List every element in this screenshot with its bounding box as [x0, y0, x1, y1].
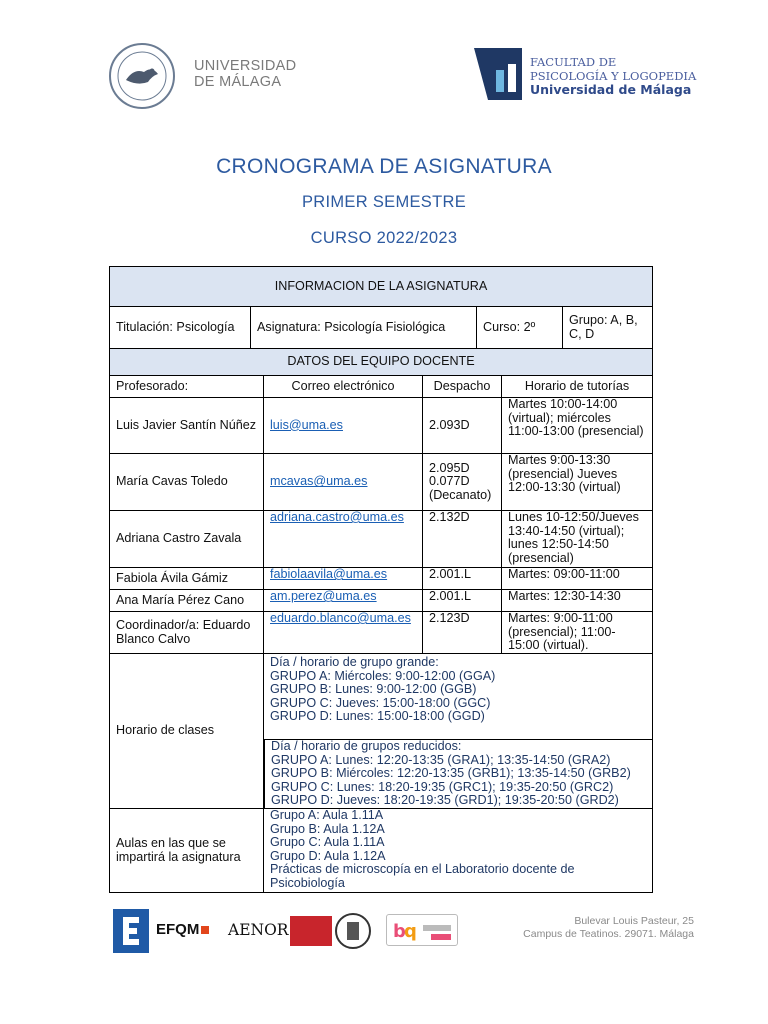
schedule-line: GRUPO B: Lunes: 9:00-12:00 (GGB): [270, 682, 477, 696]
col-office: Despacho: [422, 376, 501, 397]
email-link[interactable]: adriana.castro@uma.es: [270, 511, 404, 524]
certification-seal-icon: [334, 912, 372, 950]
room-line: Grupo B: Aula 1.12A: [270, 821, 385, 836]
email-link[interactable]: mcavas@uma.es: [270, 474, 368, 489]
info-section-title: INFORMACIÓN DE LA ASIGNATURA: [274, 279, 488, 293]
schedule-label: Horario de clases: [116, 723, 214, 738]
address-block: [500, 915, 694, 941]
efqm-logo: EFQM: [156, 921, 209, 938]
office-cell: 2.093D: [422, 398, 501, 453]
schedule-line: GRUPO D: Lunes: 15:00-18:00 (GGD): [270, 709, 485, 723]
degree-cell: Titulación: Psicología: [116, 319, 235, 334]
rooms-content: [263, 809, 652, 892]
professor-name: María Cavas Toledo: [116, 474, 228, 489]
room-line: Prácticas de microscopía en el Laboratorio docente de Psicobiología: [270, 862, 575, 890]
course-info-table: [109, 266, 653, 893]
tutoring-cell: Martes: 12:30-14:30: [501, 590, 652, 611]
table-row: [109, 510, 653, 567]
bureau-veritas-logo: [290, 916, 332, 946]
schedule-line: GRUPO A: Miércoles: 9:00-12:00 (GGA): [270, 668, 496, 683]
team-columns-row: [109, 375, 653, 397]
email-cell: [263, 568, 422, 589]
rooms-row: [109, 808, 653, 893]
professor-name: Ana María Pérez Cano: [116, 592, 245, 607]
schedule-line: GRUPO A: Lunes: 12:20-13:35 (GRA1); 13:35-14:50 (GRA2): [271, 752, 611, 767]
col-professor: Profesorado:: [116, 378, 189, 393]
team-section-title: DATOS DEL EQUIPO DOCENTE: [287, 355, 475, 369]
bequal-logo: [386, 914, 458, 946]
page-title: CRONOGRAMA DE ASIGNATURA: [216, 155, 552, 178]
email-link[interactable]: luis@uma.es: [270, 417, 343, 432]
info-row: [109, 306, 653, 348]
table-row: [109, 567, 653, 589]
email-cell: [263, 398, 422, 453]
groups-cell: Grupo: A, B, C, D: [562, 307, 652, 348]
schedule-line: GRUPO C: Lunes: 18:20-19:35 (GRC1); 19:35-20:50 (GRC2): [271, 779, 614, 794]
schedule-content: [263, 654, 652, 808]
small-group-schedule: [264, 739, 652, 809]
email-cell: [263, 454, 422, 510]
aenor-logo: AENOR: [228, 921, 289, 939]
table-row: [109, 453, 653, 510]
email-cell: [263, 511, 422, 567]
large-group-schedule: [264, 654, 652, 739]
svg-text:b: b: [393, 921, 406, 942]
address-line: Bulevar Louis Pasteur, 25: [574, 915, 694, 927]
rooms-label: Aulas en las que se impartirá la asignatura: [116, 836, 241, 864]
tutoring-cell: Martes: 09:00-11:00: [501, 568, 652, 589]
university-seal-logo: [108, 42, 176, 110]
semester-title: PRIMER SEMESTRE: [301, 193, 467, 211]
subject-cell: Asignatura: Psicología Fisiológica: [250, 307, 476, 348]
small-group-title: Día / horario de grupos reducidos:: [271, 739, 462, 753]
room-line: Grupo D: Aula 1.12A: [270, 848, 386, 863]
schedule-line: GRUPO C: Jueves: 15:00-18:00 (GGC): [270, 695, 491, 710]
large-group-title: Día / horario de grupo grande:: [270, 655, 439, 669]
professor-name: Adriana Castro Zavala: [116, 531, 242, 546]
faculty-logo: [474, 48, 522, 100]
team-section-header: [109, 348, 653, 375]
email-link[interactable]: fabiolaavila@uma.es: [270, 568, 388, 581]
address-line: Campus de Teatinos. 29071. Málaga: [523, 928, 694, 940]
professor-name: Luis Javier Santín Núñez: [116, 417, 257, 432]
tutoring-cell: Martes 9:00-13:30 (presencial) Jueves 12:00-13:30 (virtual): [501, 454, 652, 510]
room-line: Grupo A: Aula 1.11A: [270, 809, 384, 822]
email-link[interactable]: eduardo.blanco@uma.es: [270, 612, 411, 625]
office-cell: 2.123D: [422, 612, 501, 653]
office-cell: 2.132D: [422, 511, 501, 567]
year-cell: Curso: 2º: [476, 307, 562, 348]
col-email: Correo electrónico: [263, 376, 422, 397]
email-cell: [263, 590, 422, 611]
info-section-header: [109, 266, 653, 306]
tutoring-cell: Martes: 9:00-11:00 (presencial); 11:00-15:00 (virtual).: [501, 612, 652, 653]
university-name: UNIVERSIDAD DE MÁLAGA: [194, 58, 297, 90]
office-cell: 2.095D 0.077D (Decanato): [422, 454, 501, 510]
table-row: [109, 589, 653, 611]
email-link[interactable]: am.perez@uma.es: [270, 590, 377, 603]
office-cell: 2.001.L: [422, 568, 501, 589]
professor-name: Fabiola Ávila Gámiz: [116, 570, 228, 585]
svg-text:q: q: [404, 921, 417, 942]
schedule-line: GRUPO B: Miércoles: 12:20-13:35 (GRB1); 13:35-14:50 (GRB2): [271, 766, 631, 780]
col-tutoring: Horario de tutorías: [501, 376, 652, 397]
course-title: CURSO 2022/2023: [310, 229, 458, 247]
table-row: [109, 611, 653, 653]
coordinator-name: Coordinador/a: Eduardo Blanco Calvo: [116, 618, 251, 646]
schedule-line: GRUPO D: Jueves: 18:20-19:35 (GRD1); 19:35-20:50 (GRD2): [271, 793, 619, 807]
email-cell: [263, 612, 422, 653]
table-row: [109, 397, 653, 453]
room-line: Grupo C: Aula 1.11A: [270, 835, 385, 849]
faculty-name: FACULTAD DE PSICOLOGÍA Y LOGOPEDIA Universidad de Málaga: [530, 55, 697, 97]
office-cell: 2.001.L: [422, 590, 501, 611]
tutoring-cell: Martes 10:00-14:00 (virtual); miércoles 11:00-13:00 (presencial): [501, 398, 652, 453]
schedule-row: [109, 653, 653, 808]
quality-e-logo: [113, 909, 149, 953]
tutoring-cell: Lunes 10-12:50/Jueves 13:40-14:50 (virtual); lunes 12:50-14:50 (presencial): [501, 511, 652, 567]
